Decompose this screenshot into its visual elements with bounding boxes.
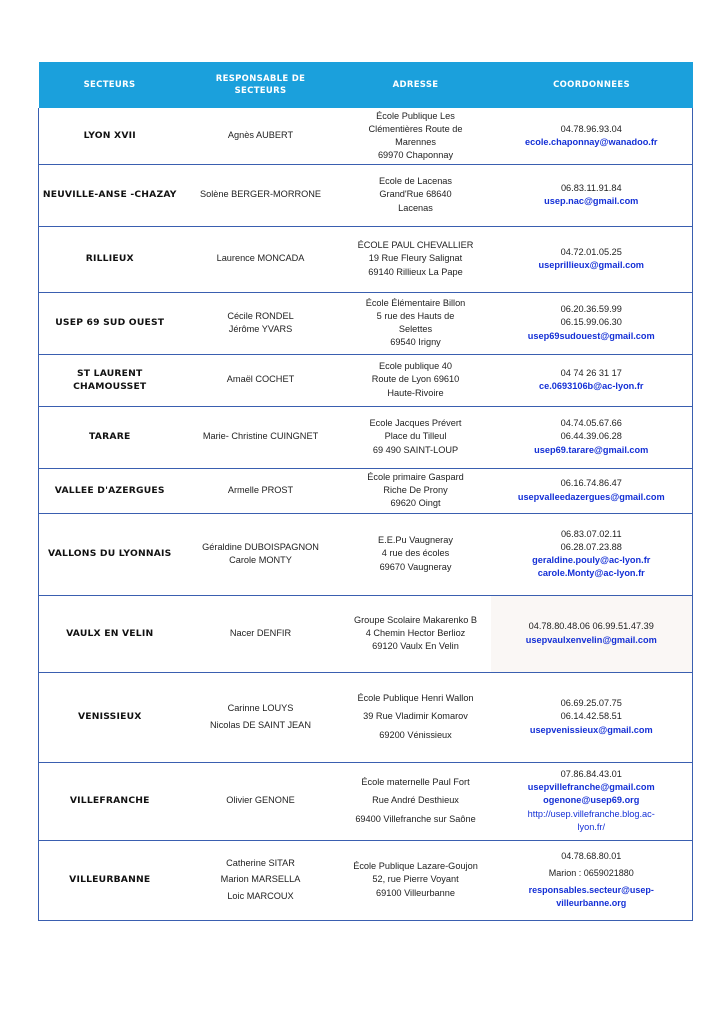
email-link[interactable]: usep69sudouest@gmail.com (527, 330, 655, 341)
phone-number: 06.83.11.91.84 (560, 182, 622, 193)
responsable-name: Olivier GENONE (226, 795, 295, 806)
table-row (39, 468, 693, 513)
table-row (39, 354, 693, 406)
phone-number: 04.72.01.05.25 (560, 246, 622, 257)
sector-name: VAULX EN VELIN (39, 595, 181, 672)
address-cell (341, 468, 491, 513)
table-row (39, 164, 693, 226)
contact-cell (491, 513, 693, 595)
address-line: 69970 Chaponnay (377, 149, 454, 160)
table-row (39, 672, 693, 762)
contact-cell (491, 840, 693, 920)
address-cell (341, 762, 491, 840)
address-line: 69 490 SAINT-LOUP (372, 444, 459, 455)
address-cell (341, 406, 491, 468)
table-row (39, 226, 693, 292)
responsable-cell (181, 164, 341, 226)
address-line: Selettes (398, 324, 433, 334)
responsable-name: Nacer DENFIR (229, 627, 292, 638)
email-link[interactable]: responsables.secteur@usep- villeurbanne.org (528, 885, 654, 908)
table-row (39, 108, 693, 164)
responsable-name: Géraldine DUBOISPAGNON (202, 541, 319, 552)
sector-name: USEP 69 SUD OUEST (39, 292, 181, 354)
address-cell (341, 226, 491, 292)
sector-name: VILLEURBANNE (39, 840, 181, 920)
address-line: 69140 Rillieux La Pape (368, 266, 463, 277)
email-link[interactable]: usepvalleedazergues@gmail.com (517, 491, 665, 502)
address-line: École Publique Les (376, 110, 455, 121)
responsable-name: Amaël COCHET (226, 374, 295, 385)
address-line: Groupe Scolaire Makarenko B (353, 614, 478, 625)
phone-number: Marion : 0659021880 (548, 868, 634, 879)
address-line: 19 Rue Fleury Salignat (368, 253, 463, 264)
address-line: 69620 Oingt (390, 498, 441, 509)
responsable-name: Catherine SITAR (226, 858, 295, 869)
header-coordonnees: COORDONNEES (491, 62, 693, 108)
contact-cell (491, 406, 693, 468)
phone-number: 06.14.42.58.51 (560, 711, 622, 722)
address-line: E.E.Pu Vaugneray (378, 535, 453, 546)
table-header-row (39, 62, 693, 108)
contact-cell (491, 762, 693, 840)
phone-number: 04.78.80.48.06 06.99.51.47.39 (528, 621, 654, 632)
contact-cell (491, 108, 693, 164)
email-link[interactable]: ecole.chaponnay@wanadoo.fr (524, 136, 658, 147)
phone-number: 06.28.07.23.88 (560, 541, 622, 552)
address-cell (341, 513, 491, 595)
responsable-name: Marie- Christine CUINGNET (202, 431, 319, 442)
address-cell (341, 164, 491, 226)
phone-number: 06.69.25.07.75 (560, 698, 622, 709)
address-cell (341, 354, 491, 406)
address-cell (341, 672, 491, 762)
address-line: 52, rue Pierre Voyant (372, 874, 459, 885)
address-line: 5 rue des Hauts de (376, 310, 455, 321)
sector-name: VILLEFRANCHE (39, 762, 181, 840)
sector-name: ST LAURENT CHAMOUSSET (39, 354, 181, 406)
email-link[interactable]: geraldine.pouly@ac-lyon.fr (532, 555, 651, 565)
phone-number: 06.44.39.06.28 (560, 431, 622, 442)
sector-name: RILLIEUX (39, 226, 181, 292)
website-link[interactable]: lyon.fr/ (577, 821, 606, 832)
contact-cell (491, 595, 693, 672)
address-line: École maternelle Paul Fort (361, 777, 470, 788)
address-line: 69200 Vénissieux (379, 729, 452, 740)
address-line: 69400 Villefranche sur Saône (355, 813, 476, 824)
contact-cell (491, 354, 693, 406)
responsable-name: Solène BERGER-MORRONE (200, 189, 321, 200)
responsable-cell (181, 840, 341, 920)
address-line: 69120 Vaulx En Velin (372, 641, 459, 652)
address-line: Rue André Desthieux (372, 795, 459, 806)
address-cell (341, 595, 491, 672)
header-secteurs: SECTEURS (39, 62, 181, 108)
email-link[interactable]: carole.Monty@ac-lyon.fr (537, 568, 645, 579)
contact-cell (491, 672, 693, 762)
phone-number: 04 74 26 31 17 (560, 367, 622, 378)
contact-cell (491, 292, 693, 354)
responsable-cell (181, 292, 341, 354)
sector-name: VENISSIEUX (39, 672, 181, 762)
email-link[interactable]: usepvillefranche@gmail.com (527, 782, 655, 793)
address-line: 69670 Vaugneray (379, 561, 452, 572)
table-row (39, 595, 693, 672)
address-line: Place du Tilleul (384, 431, 447, 442)
responsable-name: Loic MARCOUX (227, 890, 294, 901)
phone-number: 04.78.96.93.04 (560, 123, 622, 134)
address-line: 4 Chemin Hector Berlioz (365, 627, 466, 638)
email-link[interactable]: ce.0693106b@ac-lyon.fr (539, 381, 644, 391)
table-body (39, 108, 693, 920)
responsable-name: Nicolas DE SAINT JEAN (210, 719, 311, 730)
address-cell (341, 840, 491, 920)
email-link[interactable]: usep69.tarare@gmail.com (534, 444, 649, 455)
phone-number: 07.86.84.43.01 (560, 769, 622, 780)
table-row (39, 292, 693, 354)
table-row (39, 840, 693, 920)
email-link[interactable]: usepvaulxenvelin@gmail.com (525, 634, 657, 645)
responsable-name: Agnès AUBERT (227, 130, 294, 141)
responsable-name: Marion MARSELLA (220, 874, 301, 885)
address-cell (341, 292, 491, 354)
sector-name: NEUVILLE-ANSE -CHAZAY (39, 164, 181, 226)
table-row (39, 406, 693, 468)
contact-cell (491, 226, 693, 292)
email-link[interactable]: usep.nac@gmail.com (544, 196, 639, 206)
address-line: Riche De Prony (383, 484, 448, 495)
address-line: Grand'Rue 68640 (379, 189, 452, 200)
address-line: École Publique Henri Wallon (357, 693, 474, 704)
phone-number: 04.78.68.80.01 (561, 851, 622, 862)
responsable-name: Armelle PROST (227, 484, 294, 495)
responsable-name: Cécile RONDEL (227, 310, 294, 321)
phone-number: 06.83.07.02.11 (560, 528, 622, 539)
header-adresse: ADRESSE (341, 62, 491, 108)
address-line: 4 rue des écoles (381, 548, 450, 559)
responsable-cell (181, 406, 341, 468)
address-line: École primaire Gaspard (367, 471, 464, 482)
responsable-cell (181, 762, 341, 840)
responsable-cell (181, 226, 341, 292)
address-line: ÉCOLE PAUL CHEVALLIER (357, 240, 474, 251)
address-line: École Publique Lazare-Goujon (353, 861, 478, 872)
address-line: Lacenas (398, 202, 433, 213)
phone-number: 06.20.36.59.99 (560, 304, 622, 315)
phone-number: 06.16.74.86.47 (560, 478, 622, 489)
address-line: Ecole de Lacenas (378, 176, 453, 187)
address-line: Ecole publique 40 (378, 361, 453, 372)
responsable-cell (181, 595, 341, 672)
responsable-name: Jérôme YVARS (228, 324, 293, 334)
responsable-cell (181, 672, 341, 762)
address-line: Clémentières Route de (368, 123, 463, 134)
responsable-cell (181, 354, 341, 406)
responsable-cell (181, 108, 341, 164)
address-line: Route de Lyon 69610 (371, 374, 460, 385)
address-cell (341, 108, 491, 164)
sector-name: VALLONS DU LYONNAIS (39, 513, 181, 595)
header-responsable: RESPONSABLE DE SECTEURS (181, 62, 341, 108)
responsable-name: Carinne LOUYS (227, 703, 294, 714)
address-line: Haute-Rivoire (387, 387, 444, 398)
address-line: 69540 Irigny (390, 337, 441, 348)
address-line: Ecole Jacques Prévert (369, 418, 462, 429)
responsable-name: Laurence MONCADA (216, 253, 305, 264)
responsable-cell (181, 468, 341, 513)
address-line: 39 Rue Vladimir Komarov (363, 711, 468, 722)
responsable-name: Carole MONTY (229, 555, 292, 565)
sector-name: LYON XVII (39, 108, 181, 164)
address-line: Marennes (395, 136, 436, 147)
table-row (39, 513, 693, 595)
address-line: École Élémentaire Billon (365, 297, 466, 308)
sector-name: VALLEE D'AZERGUES (39, 468, 181, 513)
contact-cell (491, 468, 693, 513)
responsable-cell (181, 513, 341, 595)
contact-cell (491, 164, 693, 226)
website-link[interactable]: http://usep.villefranche.blog.ac- (527, 808, 655, 819)
email-link[interactable]: useprillieux@gmail.com (538, 260, 644, 270)
email-link[interactable]: ogenone@usep69.org (543, 795, 640, 806)
phone-number: 06.15.99.06.30 (560, 317, 622, 328)
sector-name: TARARE (39, 406, 181, 468)
sectors-table (38, 62, 693, 921)
phone-number: 04.74.05.67.66 (560, 418, 622, 429)
email-link[interactable]: usepvenissieux@gmail.com (529, 724, 653, 735)
address-line: 69100 Villeurbanne (375, 887, 455, 898)
table-row (39, 762, 693, 840)
